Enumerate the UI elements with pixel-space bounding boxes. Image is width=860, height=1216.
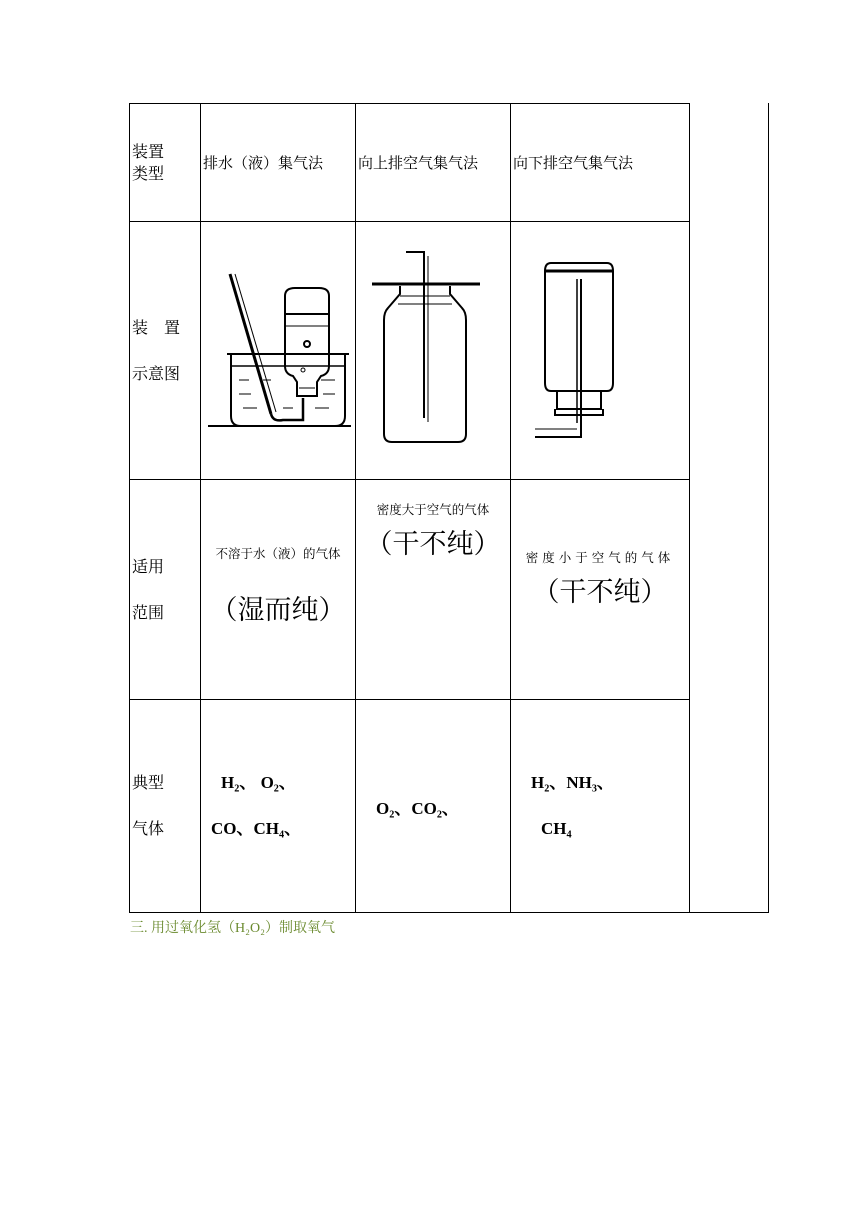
downward-air-diagram: [511, 222, 690, 480]
label-line: 装 置: [132, 317, 181, 337]
range-water-text: 不溶于水（液）的气体: [215, 546, 341, 561]
upward-air-bottle-icon: [358, 246, 508, 456]
table-bottom-border: [689, 912, 769, 913]
range-water: [201, 480, 356, 700]
downward-air-bottle-icon: [511, 251, 689, 451]
table-row: [130, 222, 770, 480]
label-line: 示意图: [132, 363, 181, 383]
gas-collection-table: [129, 103, 770, 913]
label-line: 类型: [132, 163, 165, 183]
label-line: 装置: [132, 141, 165, 161]
method-water-displacement: 排水（液）集气法: [201, 104, 356, 222]
empty-cell: [690, 700, 770, 913]
method-downward-air: 向下排空气集气法: [511, 104, 690, 222]
upward-air-diagram: [356, 222, 511, 480]
range-water-note: （湿而纯）: [210, 595, 346, 626]
gas-line: O₂、CO₂、: [376, 798, 459, 818]
gas-water: [201, 700, 356, 913]
table-right-border: [768, 103, 769, 913]
label-line: 气体: [132, 819, 165, 838]
empty-cell: [690, 222, 770, 480]
table-row: [130, 480, 770, 700]
table-row: [130, 700, 770, 913]
table-row: [130, 104, 770, 222]
gas-downward: [511, 700, 690, 913]
range-downward-note: （干不纯）: [532, 577, 668, 608]
gas-line: CH₄: [541, 819, 572, 838]
range-downward-text: 密度小于空气的气体: [525, 550, 675, 565]
gas-line: CO、CH₄、: [211, 819, 302, 838]
row-header-device-type: [130, 104, 201, 222]
gas-line: H₂、 O₂、: [221, 773, 296, 792]
range-upward-note: （干不纯）: [365, 529, 501, 560]
method-upward-air: 向上排空气集气法: [356, 104, 511, 222]
row-header-diagram: [130, 222, 201, 480]
range-upward: [356, 480, 511, 700]
label-line: 范围: [132, 602, 165, 622]
label-line: 典型: [132, 773, 165, 792]
range-downward: [511, 480, 690, 700]
section-heading: 三. 用过氧化氢（H₂O₂）制取氧气: [130, 921, 335, 936]
range-upward-text: 密度大于空气的气体: [376, 502, 490, 517]
row-header-typical-gas: [130, 700, 201, 913]
gas-line: H₂、NH₃、: [531, 773, 614, 792]
water-trough-apparatus-icon: [203, 266, 353, 436]
gas-upward: [356, 700, 511, 913]
water-displacement-diagram: [201, 222, 356, 480]
empty-cell: [690, 104, 770, 222]
label-line: 适用: [132, 556, 165, 576]
row-header-range: [130, 480, 201, 700]
empty-cell: [690, 480, 770, 700]
